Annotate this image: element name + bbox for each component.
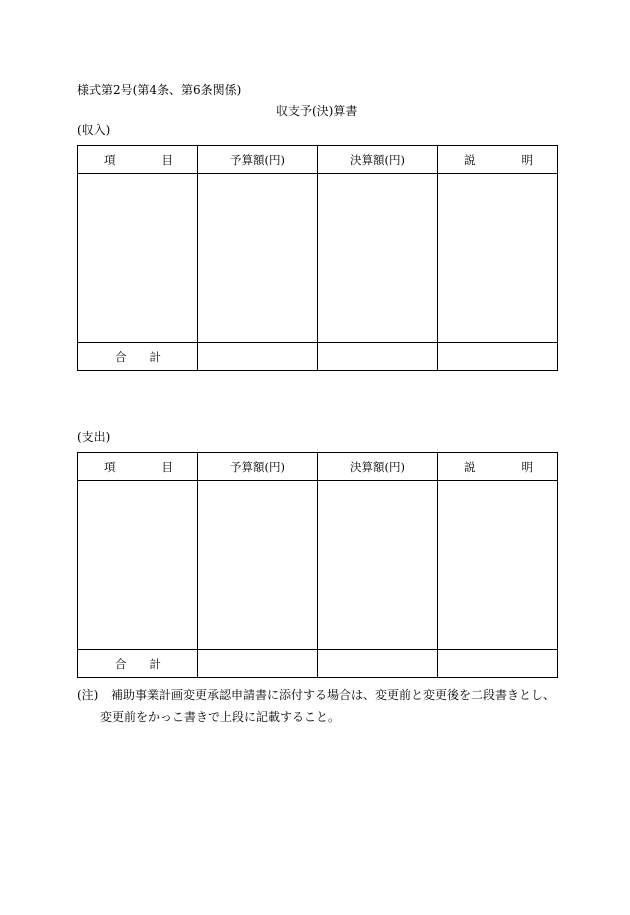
income-total-label	[78, 343, 198, 371]
expense-total-left: 合	[115, 656, 127, 671]
income-total-left: 合	[115, 349, 127, 364]
column-header-settlement: 決算額(円)	[318, 453, 438, 481]
expense-total-budget-cell	[198, 650, 318, 678]
column-header-item-left: 項	[104, 152, 116, 167]
expense-total-right: 計	[149, 656, 161, 671]
income-section-label: (収入)	[77, 123, 111, 137]
column-header-description	[438, 146, 558, 174]
income-item-cell	[78, 174, 198, 343]
column-header-budget: 予算額(円)	[198, 453, 318, 481]
column-header-item-right: 目	[161, 459, 173, 474]
column-header-item	[78, 453, 198, 481]
column-header-item-right: 目	[161, 152, 173, 167]
expense-header-row	[78, 453, 558, 481]
income-total-row	[78, 343, 558, 371]
footnote-label: (注)	[77, 688, 99, 702]
income-total-budget-cell	[198, 343, 318, 371]
footnote-text-1: 補助事業計画変更承認申請書に添付する場合は、変更前と変更後を二段書きとし、	[111, 688, 556, 702]
income-settlement-cell	[318, 174, 438, 343]
expense-item-cell	[78, 481, 198, 650]
footnote-line-2: 変更前をかっこ書きで上段に記載すること。	[100, 710, 341, 724]
expense-section-label: (支出)	[77, 430, 111, 444]
column-header-settlement: 決算額(円)	[318, 146, 438, 174]
column-header-description	[438, 453, 558, 481]
column-header-budget: 予算額(円)	[198, 146, 318, 174]
footnote-line-1	[77, 684, 562, 706]
column-header-desc-right: 明	[521, 152, 533, 167]
expense-total-settlement-cell	[318, 650, 438, 678]
expense-total-description-cell	[438, 650, 558, 678]
expense-budget-cell	[198, 481, 318, 650]
column-header-desc-left: 説	[464, 459, 476, 474]
income-header-row	[78, 146, 558, 174]
document-title: 収支予(決)算書	[276, 104, 358, 118]
column-header-desc-left: 説	[464, 152, 476, 167]
form-number: 様式第2号(第4条、第6条関係)	[77, 83, 242, 97]
column-header-item-left: 項	[104, 459, 116, 474]
column-header-item	[78, 146, 198, 174]
income-budget-cell	[198, 174, 318, 343]
expense-total-row	[78, 650, 558, 678]
income-total-right: 計	[149, 349, 161, 364]
income-table	[77, 145, 558, 371]
expense-total-label	[78, 650, 198, 678]
income-total-settlement-cell	[318, 343, 438, 371]
income-body-row	[78, 174, 558, 343]
footnote	[77, 684, 562, 728]
expense-description-cell	[438, 481, 558, 650]
column-header-desc-right: 明	[521, 459, 533, 474]
expense-settlement-cell	[318, 481, 438, 650]
income-total-description-cell	[438, 343, 558, 371]
expense-table	[77, 452, 558, 678]
expense-body-row	[78, 481, 558, 650]
income-description-cell	[438, 174, 558, 343]
